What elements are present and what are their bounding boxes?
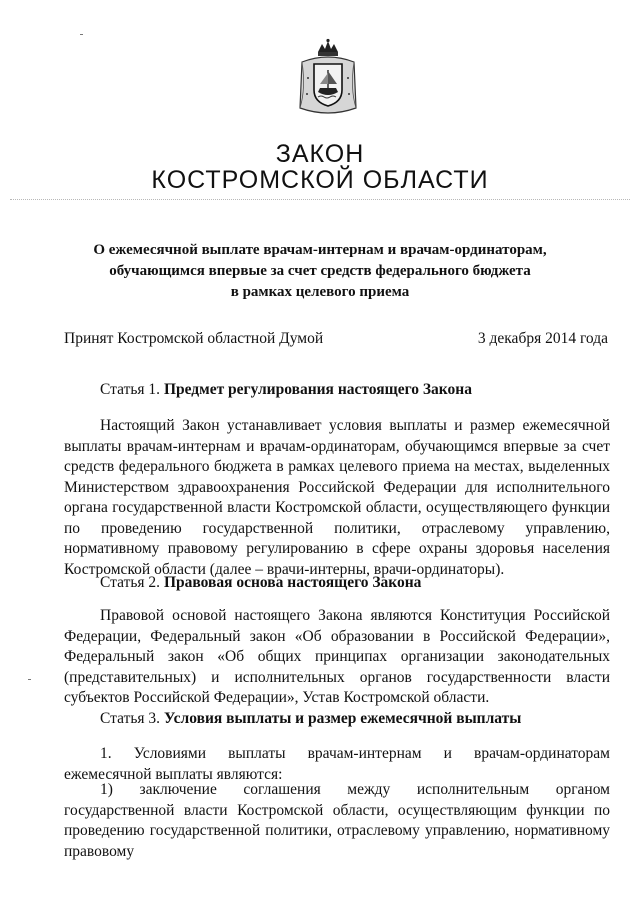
law-title: ЗАКОН: [275, 140, 365, 168]
adoption-date: 3 декабря 2014 года: [477, 330, 608, 347]
article-title: Условия выплаты и размер ежемесячной выплаты: [163, 710, 522, 727]
scan-speck: [28, 679, 31, 680]
article-1-paragraph: Настоящий Закон устанавливает условия выплаты и размер ежемесячной выплаты врачам-интернам и врачам-ординаторам, обучающимся впервые за счет средств федерального бюджета в рамках целевого приема на местах, выделенных Министерством здравоохранения Российской Федерации для исполнительного органа государственной власти Костромской области, осуществляющего функции по проведению государственной политики, отраслевому управлению, нормативному правовому регулированию в сфере охраны здоровья населения Костромской области (далее – врачи-интерны, врачи-ординаторы).: [64, 417, 610, 578]
subject-line: в рамках целевого приема: [230, 284, 410, 300]
article-3-item-1: 1) заключение соглашения между исполнительным органом государственной власти Костромской области, осуществляющим функции по проведению государственной политики, отраслевому управлению, нормативному правовому: [64, 781, 610, 860]
adopted-by: Принят Костромской областной Думой: [64, 330, 324, 347]
article-title: Предмет регулирования настоящего Закона: [163, 381, 472, 398]
scan-speck: [80, 34, 83, 35]
subject-line: обучающимся впервые за счет средств федерального бюджета: [109, 263, 531, 279]
article-number: Статья 3.: [100, 710, 161, 727]
scan-artifact-line: [10, 199, 630, 200]
article-3-paragraph: 1. Условиями выплаты врачам-интернам и врачам-ординаторам ежемесячной выплаты являются:: [64, 745, 610, 783]
article-number: Статья 2.: [100, 574, 161, 591]
law-subject: [60, 240, 580, 303]
article-1-heading: [64, 380, 640, 401]
adoption-line: [64, 329, 608, 349]
law-region: КОСТРОМСКОЙ ОБЛАСТИ: [151, 166, 489, 194]
article-number: Статья 1.: [100, 381, 161, 398]
coat-of-arms-icon: [296, 38, 360, 120]
article-3-heading: [64, 709, 640, 730]
article-2-paragraph: Правовой основой настоящего Закона являются Конституция Российской Федерации, Федеральный закон «Об образовании в Российской Федерации», Федеральный закон «Об общих принципах организации законодательных (представительных) и исполнительных органов государственности власти субъектов Российской Федерации», Устав Костромской области.: [64, 607, 610, 706]
subject-line: О ежемесячной выплате врачам-интернам и врачам-ординаторам,: [93, 242, 547, 258]
article-2-heading: [64, 573, 640, 594]
article-title: Правовая основа настоящего Закона: [163, 574, 422, 591]
